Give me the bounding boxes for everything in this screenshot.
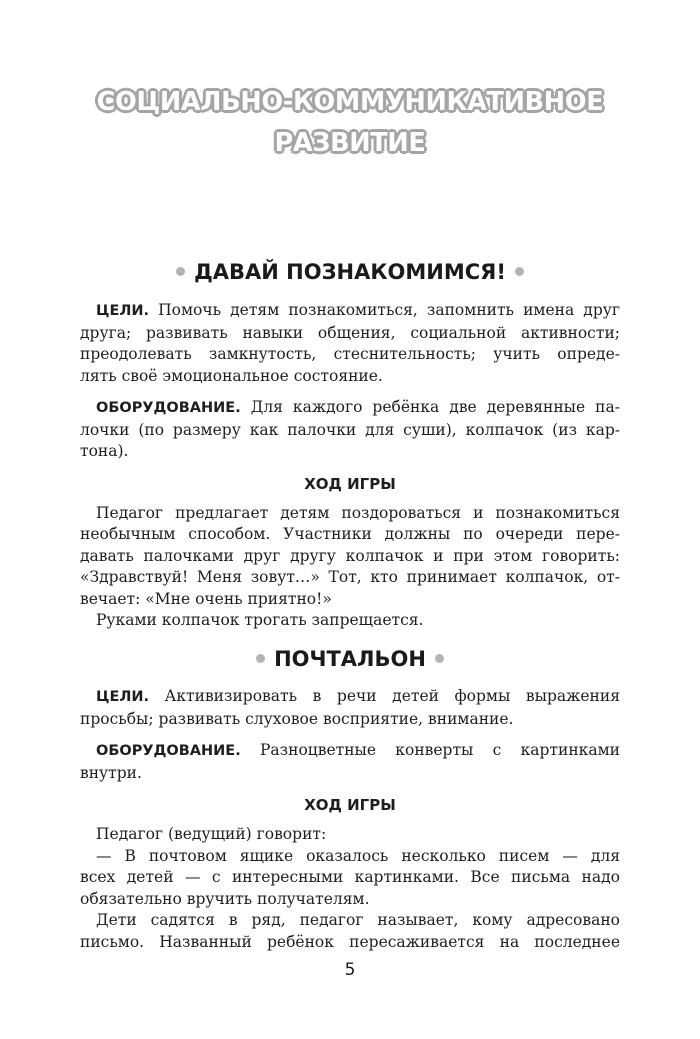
game-2-body — [80, 686, 620, 953]
chapter-title — [0, 82, 700, 164]
bullet-dot-icon — [176, 267, 185, 276]
bullet-dot-icon — [435, 654, 444, 663]
text-line: давать палочками друг другу колпачок и при этом говорить: — [80, 546, 620, 565]
action-paragraph — [80, 910, 620, 953]
text-line: обязательно вручить получателям. — [80, 889, 370, 908]
game-title-text: ДАВАЙ ПОЗНАКОМИМСЯ! — [194, 260, 506, 284]
text-line: Разноцветные конверты с картинками — [259, 741, 620, 759]
goals-paragraph — [80, 686, 620, 730]
goals-label: ЦЕЛИ. — [96, 303, 150, 319]
game-1-body — [80, 300, 620, 632]
rule-paragraph — [80, 610, 620, 632]
text-line: просьбы; развивать слуховое восприятие, внимание. — [80, 709, 514, 728]
text-line: друга; развивать навыки общения, социальной активности; — [80, 323, 620, 342]
text-line: Педагог предлагает детям поздороваться и познакомиться — [96, 503, 620, 522]
game-title-1 — [0, 257, 700, 287]
bullet-dot-icon — [256, 654, 265, 663]
goals-paragraph — [80, 300, 620, 387]
speech-paragraph — [80, 846, 620, 911]
process-title: ХОД ИГРЫ — [304, 796, 396, 814]
chapter-title-line-1: СОЦИАЛЬНО-КОММУНИКАТИВНОЕ — [96, 87, 604, 117]
text-line: Дети садятся в ряд, педагог называет, кому адресовано — [96, 911, 620, 929]
game-title-2 — [0, 644, 700, 674]
bullet-dot-icon — [515, 267, 524, 276]
text-line: вечает: «Мне очень приятно!» — [80, 589, 332, 608]
goals-label: ЦЕЛИ. — [96, 689, 150, 705]
equipment-label: ОБОРУДОВАНИЕ. — [96, 400, 241, 416]
text-line: Активизировать в речи детей формы выражения — [164, 687, 620, 705]
text-line: необычным способом. Участники должны по очереди пере- — [80, 525, 620, 543]
text-line: Педагог (ведущий) говорит: — [96, 825, 327, 843]
game-title-text: ПОЧТАЛЬОН — [274, 647, 426, 671]
equipment-paragraph — [80, 397, 620, 463]
text-line: тона). — [80, 442, 129, 460]
equipment-label: ОБОРУДОВАНИЕ. — [96, 743, 241, 759]
text-line: Помочь детям познакомиться, запомнить имена друг — [158, 301, 620, 319]
text-line: письмо. Названный ребёнок пересаживается на последнее — [80, 932, 620, 951]
chapter-title-line-2: РАЗВИТИЕ — [274, 128, 426, 158]
text-line: Руками колпачок трогать запрещается. — [96, 611, 424, 629]
text-line: всех детей — с интересными картинками. Все письма надо — [80, 868, 620, 886]
intro-paragraph — [80, 824, 620, 846]
text-line: — В почтовом ящике оказалось несколько писем — для — [96, 846, 620, 865]
equipment-paragraph — [80, 740, 620, 784]
process-paragraph — [80, 503, 620, 611]
text-line: лять своё эмоциональное состояние. — [80, 366, 383, 385]
text-line: преодолевать замкнутость, стеснительность; учить опреде- — [80, 345, 620, 363]
page-number: 5 — [344, 960, 356, 980]
process-title: ХОД ИГРЫ — [304, 474, 396, 493]
text-line: Для каждого ребёнка две деревянные па- — [250, 398, 620, 416]
text-line: внутри. — [80, 763, 142, 782]
text-line: лочки (по размеру как палочки для суши), колпачок (из кар- — [80, 420, 620, 439]
text-line: «Здравствуй! Меня зовут…» Тот, кто принимает колпачок, от- — [80, 568, 620, 586]
